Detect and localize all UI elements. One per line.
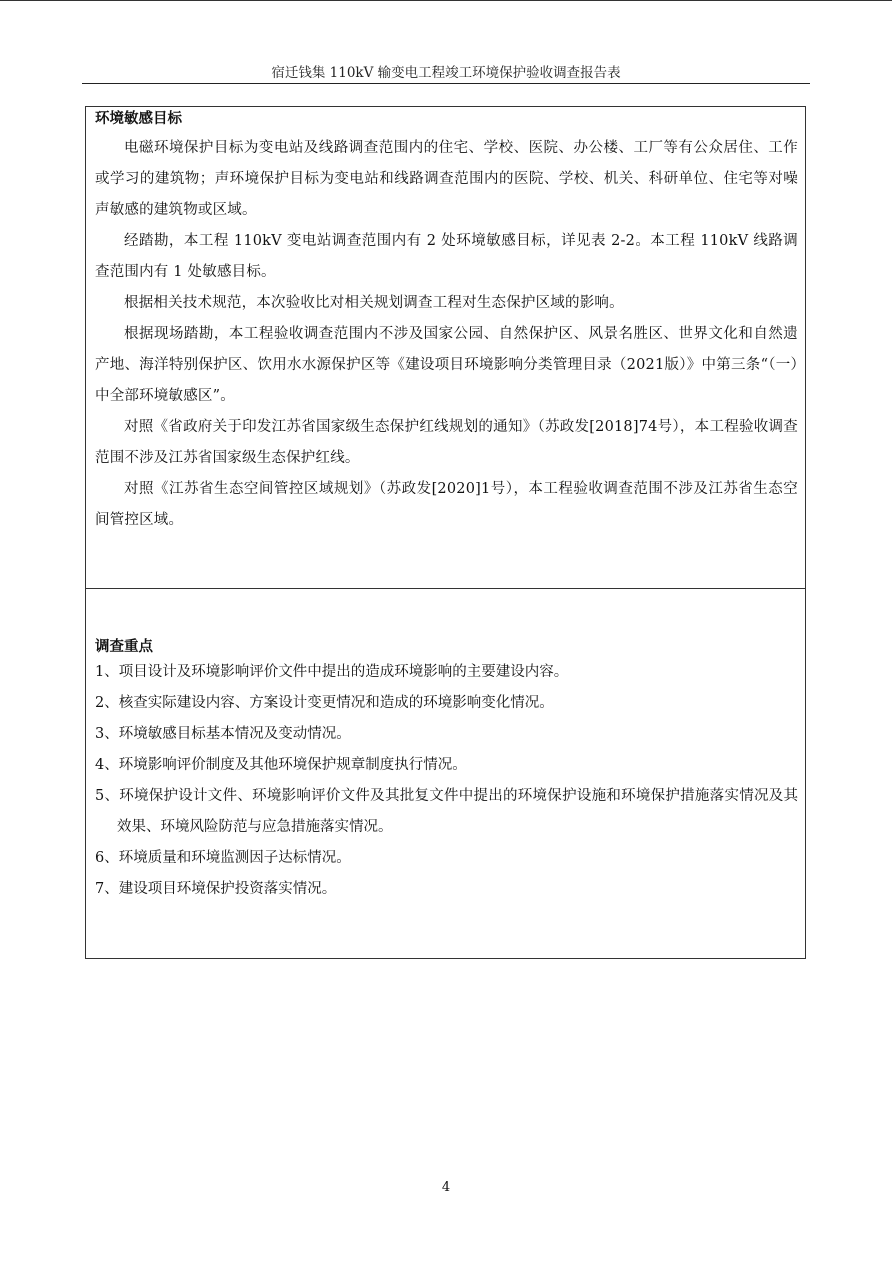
investigation-focus-list xyxy=(95,657,798,905)
sensitive-targets-title: 环境敏感目标 xyxy=(95,110,182,127)
page-top-border xyxy=(0,0,892,1)
list-item: 3、环境敏感目标基本情况及变动情况。 xyxy=(95,726,351,742)
paragraph: 根据现场踏勘，本工程验收调查范围内不涉及国家公园、自然保护区、风景名胜区、世界文化和自然遗产地、海洋特别保护区、饮用水水源保护区等《建设项目环境影响分类管理目录（2021版）》中第三条“（一）中全部环境敏感区”。 xyxy=(95,326,798,404)
header-divider xyxy=(82,83,810,84)
list-item: 6、环境质量和环境监测因子达标情况。 xyxy=(95,850,351,866)
page-number: 4 xyxy=(441,1180,451,1195)
list-item: 2、核查实际建设内容、方案设计变更情况和造成的环境影响变化情况。 xyxy=(95,695,554,711)
paragraph: 经踏勘，本工程 110kV 变电站调查范围内有 2 处环境敏感目标，详见表 2-2。本工程 110kV 线路调查范围内有 1 处敏感目标。 xyxy=(95,233,798,280)
sensitive-targets-body xyxy=(95,133,798,536)
list-item: 7、建设项目环境保护投资落实情况。 xyxy=(95,881,337,897)
list-item: 5、环境保护设计文件、环境影响评价文件及其批复文件中提出的环境保护设施和环境保护措施落实情况及其效果、环境风险防范与应急措施落实情况。 xyxy=(95,788,798,835)
investigation-focus-title: 调查重点 xyxy=(95,638,153,655)
investigation-focus-section xyxy=(85,588,806,959)
list-item: 4、环境影响评价制度及其他环境保护规章制度执行情况。 xyxy=(95,757,467,773)
paragraph: 对照《江苏省生态空间管控区域规划》（苏政发[2020]1号），本工程验收调查范围不涉及江苏省生态空间管控区域。 xyxy=(95,481,798,528)
paragraph: 电磁环境保护目标为变电站及线路调查范围内的住宅、学校、医院、办公楼、工厂等有公众居住、工作或学习的建筑物；声环境保护目标为变电站和线路调查范围内的医院、学校、机关、科研单位、住宅等对噪声敏感的建筑物或区域。 xyxy=(95,140,798,218)
paragraph: 根据相关技术规范，本次验收比对相关规划调查工程对生态保护区域的影响。 xyxy=(124,295,624,311)
list-item: 1、项目设计及环境影响评价文件中提出的造成环境影响的主要建设内容。 xyxy=(95,664,569,680)
paragraph: 对照《省政府关于印发江苏省国家级生态保护红线规划的通知》（苏政发[2018]74号），本工程验收调查范围不涉及江苏省国家级生态保护红线。 xyxy=(95,419,798,466)
document-header-title: 宿迁钱集 110kV 输变电工程竣工环境保护验收调查报告表 xyxy=(271,65,621,81)
sensitive-targets-section xyxy=(85,106,806,589)
